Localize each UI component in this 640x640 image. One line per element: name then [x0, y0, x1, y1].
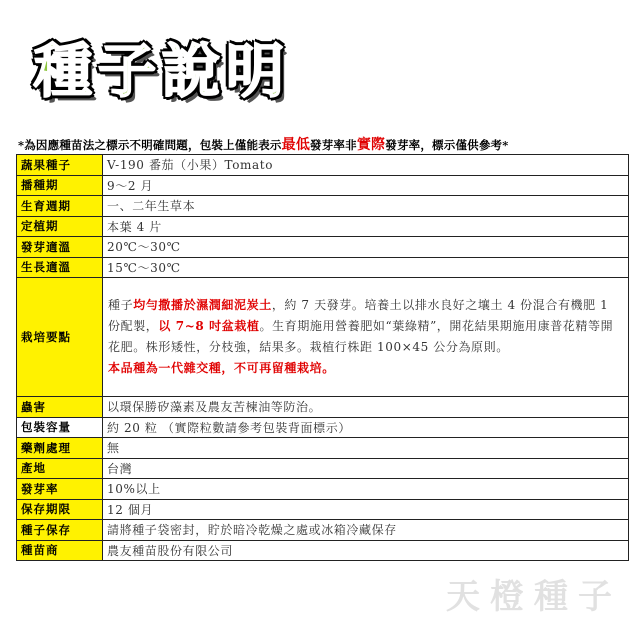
row-value: 12 個月 — [103, 499, 629, 520]
notice-highlight-actual: 實際 — [356, 137, 386, 153]
table-row — [17, 257, 629, 278]
table-row — [17, 175, 629, 196]
page-title: 種子說明 — [34, 37, 291, 105]
row-value: 農友種苗股份有限公司 — [103, 540, 629, 561]
row-value: 一、二年生草本 — [103, 196, 629, 217]
row-key: 蟲害 — [17, 397, 103, 418]
row-key: 栽培要點 — [17, 278, 103, 397]
table-row — [17, 216, 629, 237]
row-key: 生育週期 — [17, 196, 103, 217]
row-value: 約 20 粒 （實際粒數請參考包裝背面標示） — [103, 417, 629, 438]
table-row — [17, 237, 629, 258]
watermark: 天橙種子 — [446, 577, 622, 617]
row-key: 藥劑處理 — [17, 438, 103, 459]
table-row — [17, 499, 629, 520]
row-key: 種苗商 — [17, 540, 103, 561]
row-key: 產地 — [17, 458, 103, 479]
row-key: 定植期 — [17, 216, 103, 237]
row-key: 生長適溫 — [17, 257, 103, 278]
notice-highlight-min: 最低 — [281, 137, 311, 153]
row-value: 請將種子袋密封，貯於暗冷乾燥之處或冰箱冷藏保存 — [103, 520, 629, 541]
row-value: 台灣 — [103, 458, 629, 479]
seed-spec-table — [16, 154, 629, 561]
row-value: 20℃～30℃ — [103, 237, 629, 258]
table-row — [17, 196, 629, 217]
table-row — [17, 479, 629, 500]
row-value: 無 — [103, 438, 629, 459]
row-value: 以環保勝矽藻素及農友苦楝油等防治。 — [103, 397, 629, 418]
row-value: V-190 番茄（小果）Tomato — [103, 155, 629, 176]
row-value: 9～2 月 — [103, 175, 629, 196]
table-row — [17, 540, 629, 561]
notice-text: *為因應種苗法之標示不明確問題，包裝上僅能表示最低發芽率非實際發芽率，標示僅供參考* — [18, 137, 509, 153]
row-key: 發芽適溫 — [17, 237, 103, 258]
table-row — [17, 155, 629, 176]
row-key: 蔬果種子 — [17, 155, 103, 176]
row-value: 15℃～30℃ — [103, 257, 629, 278]
row-value: 10%以上 — [103, 479, 629, 500]
cultivation-text: 種子均勻撒播於濕潤細泥炭土，約 7 天發芽。培養土以排水良好之壤土 4 份混合有機肥 1 份配製，以 7~8 吋盆栽植。生育期施用營養肥如“葉綠精”，開花結果期施用康普花精等開花肥。株形矮性，分枝強，結果多。栽植行株距 100×45 公分為原則。 本品種為一代雜交種，不可再留種栽培。 — [103, 278, 629, 397]
cultivation-warning: 本品種為一代雜交種，不可再留種栽培。 — [108, 361, 335, 375]
table-row — [17, 397, 629, 418]
table-row — [17, 520, 629, 541]
row-key: 播種期 — [17, 175, 103, 196]
row-key: 保存期限 — [17, 499, 103, 520]
table-row — [17, 458, 629, 479]
row-key: 種子保存 — [17, 520, 103, 541]
table-row — [17, 417, 629, 438]
row-value: 本葉 4 片 — [103, 216, 629, 237]
row-key: 包裝容量 — [17, 417, 103, 438]
row-key: 發芽率 — [17, 479, 103, 500]
table-row-cultivation — [17, 278, 629, 397]
table-row — [17, 438, 629, 459]
